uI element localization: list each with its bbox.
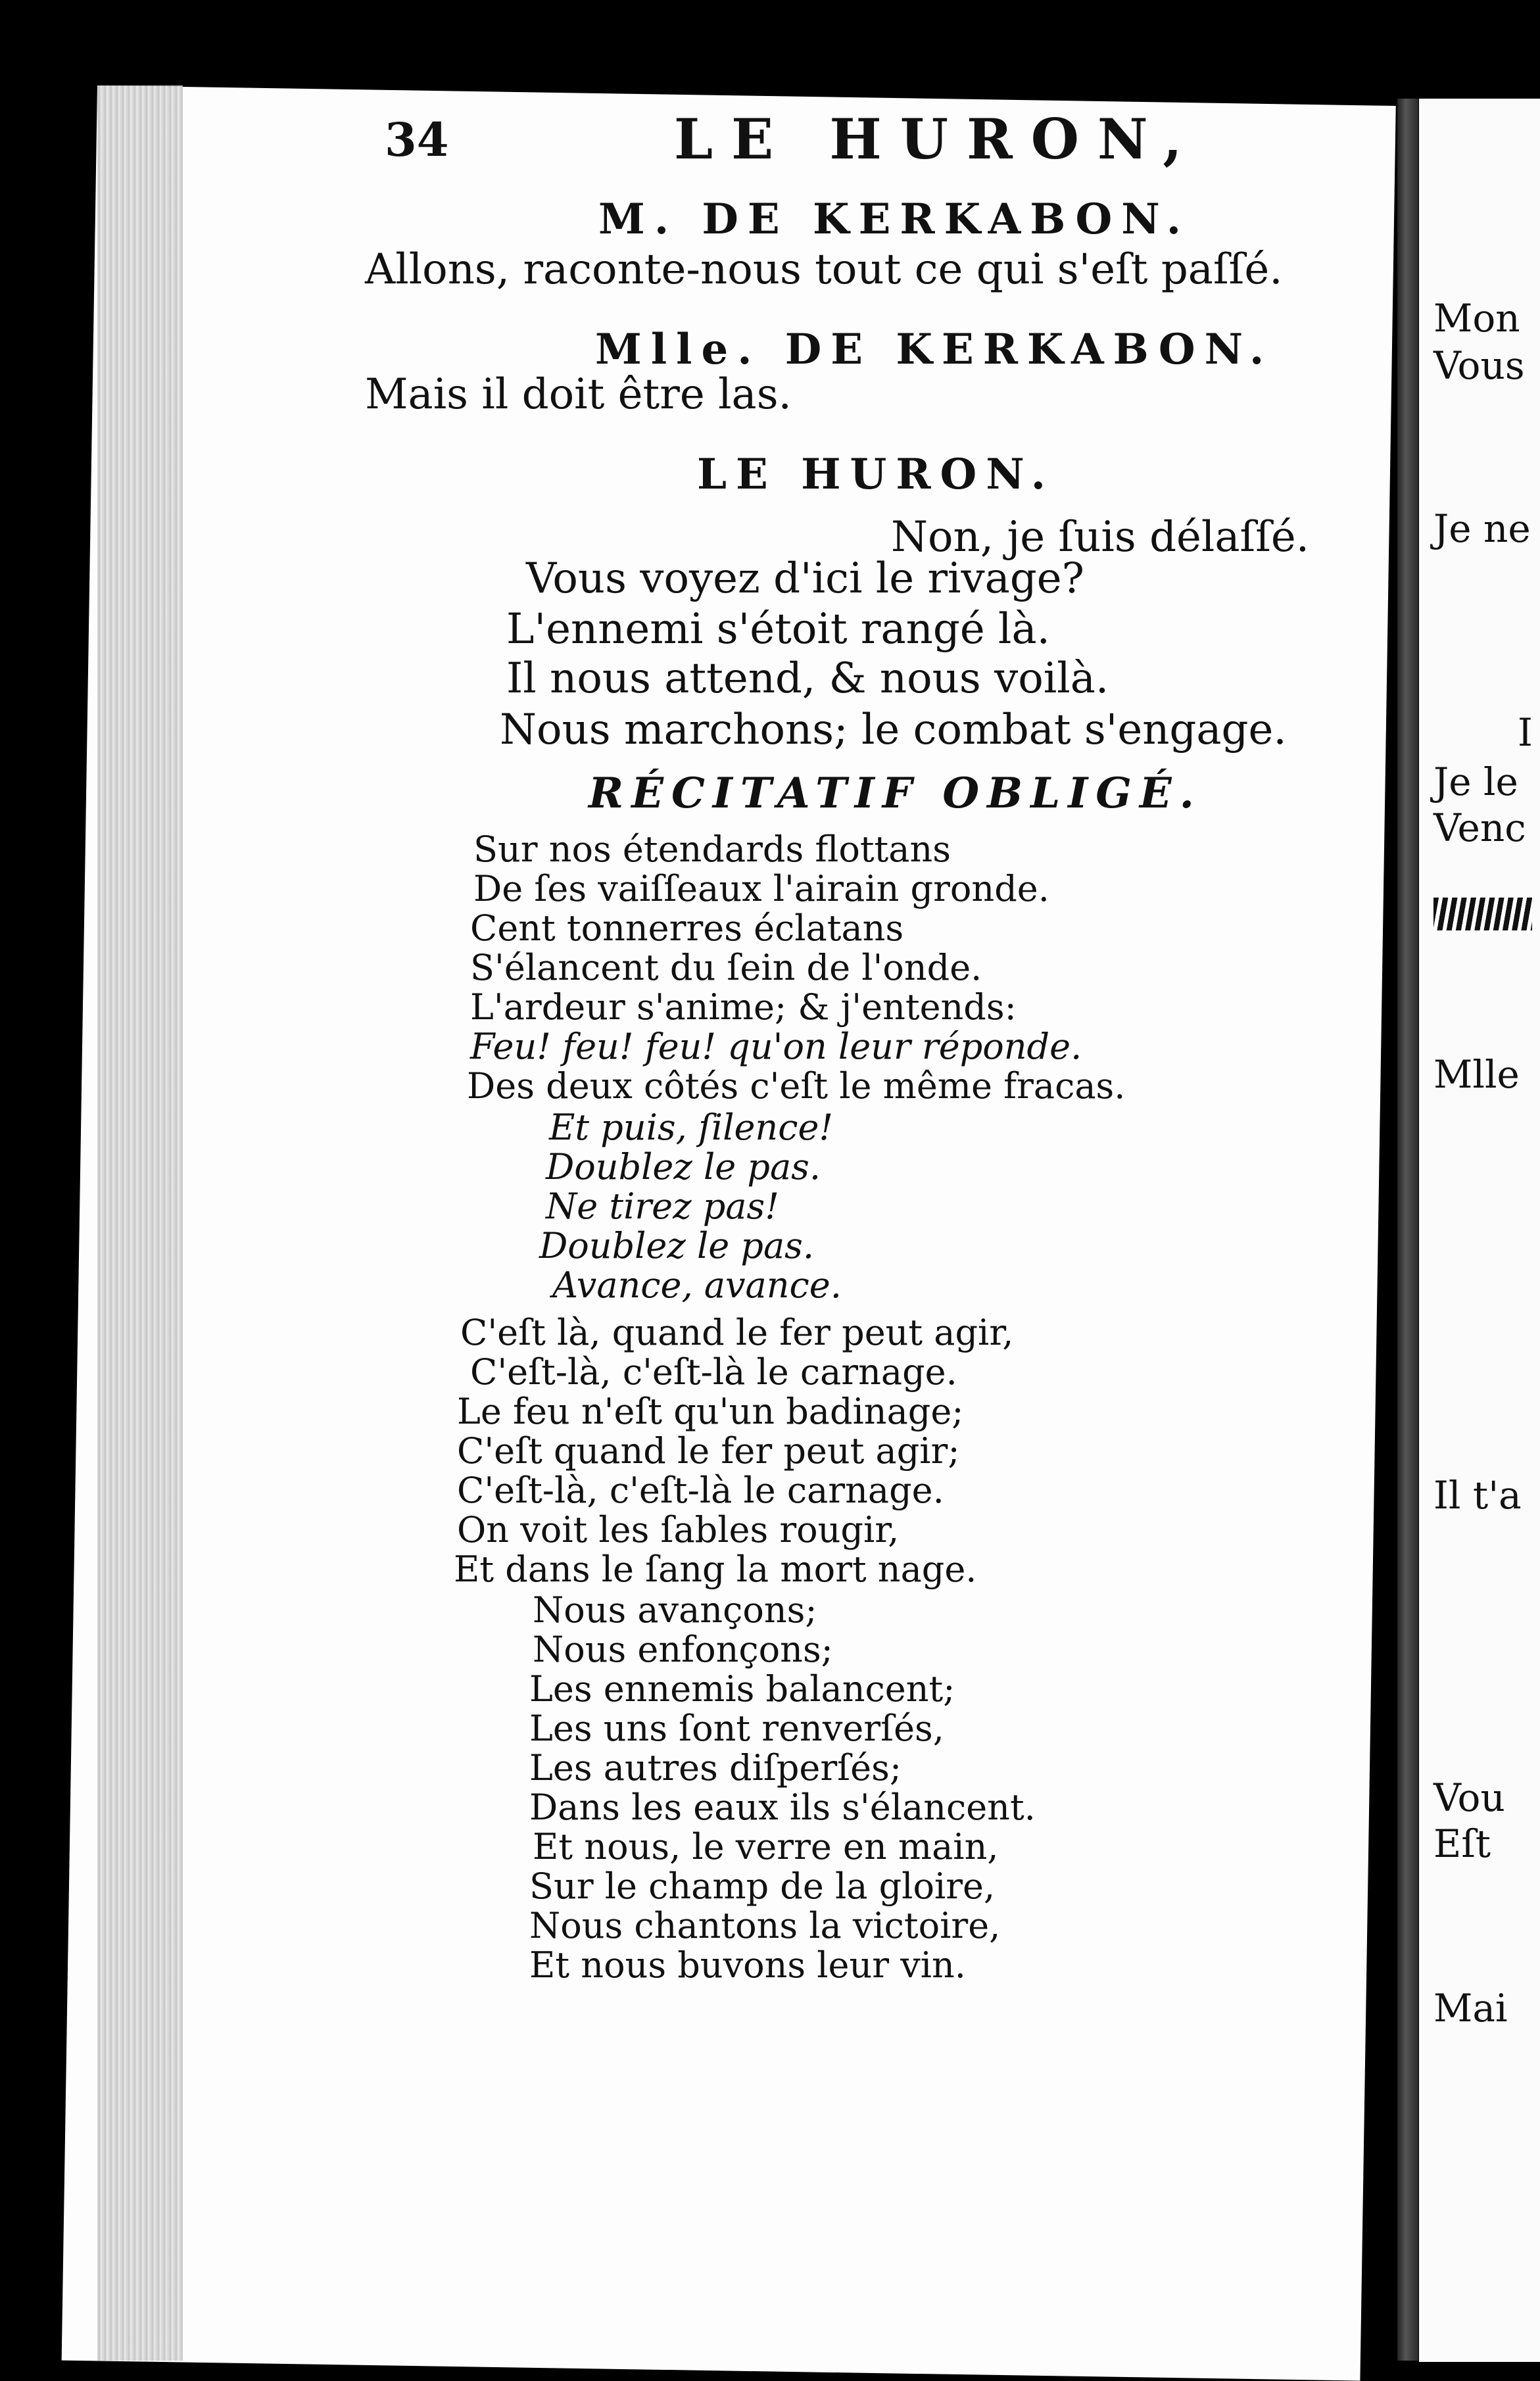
- verse-line: Nous marchons; le combat s'engage.: [500, 706, 1287, 754]
- ornament-rule: [1433, 898, 1532, 930]
- verse-line: L'ardeur s'anime; & j'entends:: [470, 986, 1017, 1028]
- speaker-label: M. DE KERKABON.: [598, 195, 1190, 244]
- page-number: 34: [385, 112, 449, 167]
- verse-line: C'eſt-là, c'eſt-là le carnage.: [470, 1351, 957, 1393]
- verse-line: Ne tirez pas!: [546, 1186, 779, 1227]
- facing-fragment: Eſt: [1433, 1821, 1491, 1866]
- page-edge-stack: [97, 85, 183, 2361]
- verse-line: De ſes vaiſſeaux l'airain gronde.: [473, 868, 1049, 909]
- right-page: [1419, 99, 1540, 2362]
- facing-fragment: Mon: [1433, 296, 1520, 341]
- verse-line: Et dans le ſang la mort nage.: [454, 1549, 977, 1590]
- verse-line: Les ennemis balancent;: [529, 1668, 955, 1710]
- facing-fragment: Vou: [1433, 1775, 1505, 1820]
- verse-line: Non, je ſuis délaſſé.: [891, 513, 1310, 562]
- verse-line: Cent tonnerres éclatans: [470, 907, 904, 949]
- verse-line: L'ennemi s'étoit rangé là.: [506, 605, 1050, 654]
- speaker-label: LE HURON.: [697, 450, 1055, 499]
- verse-line: Vous voyez d'ici le rivage?: [526, 554, 1084, 603]
- verse-line: Dans les eaux ils s'élancent.: [529, 1787, 1036, 1828]
- verse-line: Avance, avance.: [552, 1264, 842, 1306]
- verse-line: Et nous buvons leur vin.: [529, 1944, 966, 1986]
- verse-line: C'eſt là, quand le fer peut agir,: [460, 1312, 1014, 1353]
- verse-line: Des deux côtés c'eſt le même fracas.: [467, 1065, 1126, 1107]
- section-heading: RÉCITATIF OBLIGÉ.: [589, 769, 1202, 818]
- verse-line: Et puis, ſilence!: [549, 1107, 834, 1148]
- verse-line: Nous chantons la victoire,: [529, 1905, 1001, 1946]
- facing-fragment: Mlle: [1433, 1052, 1520, 1097]
- verse-line: Il nous attend, & nous voilà.: [506, 654, 1109, 703]
- verse-line: Nous avançons;: [533, 1589, 817, 1631]
- verse-line: Allons, raconte-nous tout ce qui s'eſt paſſé.: [365, 245, 1283, 294]
- verse-line: C'eſt quand le fer peut agir;: [457, 1430, 960, 1472]
- verse-line: Le feu n'eſt qu'un badinage;: [457, 1391, 964, 1432]
- verse-line: Nous enfonçons;: [533, 1629, 833, 1670]
- verse-line: Doublez le pas.: [546, 1146, 821, 1188]
- facing-fragment: Mai: [1433, 1986, 1508, 2031]
- facing-fragment: Je ne: [1433, 506, 1531, 551]
- verse-line: Mais il doit être las.: [365, 370, 792, 419]
- facing-fragment: Je le: [1433, 759, 1518, 804]
- verse-line: Sur le champ de la gloire,: [529, 1865, 996, 1907]
- verse-line: Sur nos étendards flottans: [473, 829, 951, 870]
- verse-line: Feu! feu! feu! qu'on leur réponde.: [470, 1026, 1082, 1067]
- book-gutter: [1397, 99, 1418, 2361]
- verse-line: Les autres diſperſés;: [529, 1747, 902, 1789]
- verse-line: Et nous, le verre en main,: [533, 1826, 999, 1867]
- facing-fragment: Il t'a: [1433, 1473, 1522, 1518]
- verse-line: C'eſt-là, c'eſt-là le carnage.: [457, 1470, 944, 1511]
- verse-line: On voit les ſables rougir,: [457, 1509, 900, 1551]
- speaker-label: Mlle. DE KERKABON.: [595, 325, 1274, 374]
- verse-line: Les uns ſont renverſés,: [529, 1708, 944, 1749]
- running-title: LE HURON,: [674, 107, 1201, 172]
- verse-line: S'élancent du ſein de l'onde.: [470, 947, 982, 988]
- facing-fragment: Vous: [1433, 343, 1525, 388]
- facing-fragment: Venc: [1433, 806, 1526, 850]
- verse-line: Doublez le pas.: [539, 1225, 815, 1266]
- facing-fragment: I: [1518, 710, 1533, 755]
